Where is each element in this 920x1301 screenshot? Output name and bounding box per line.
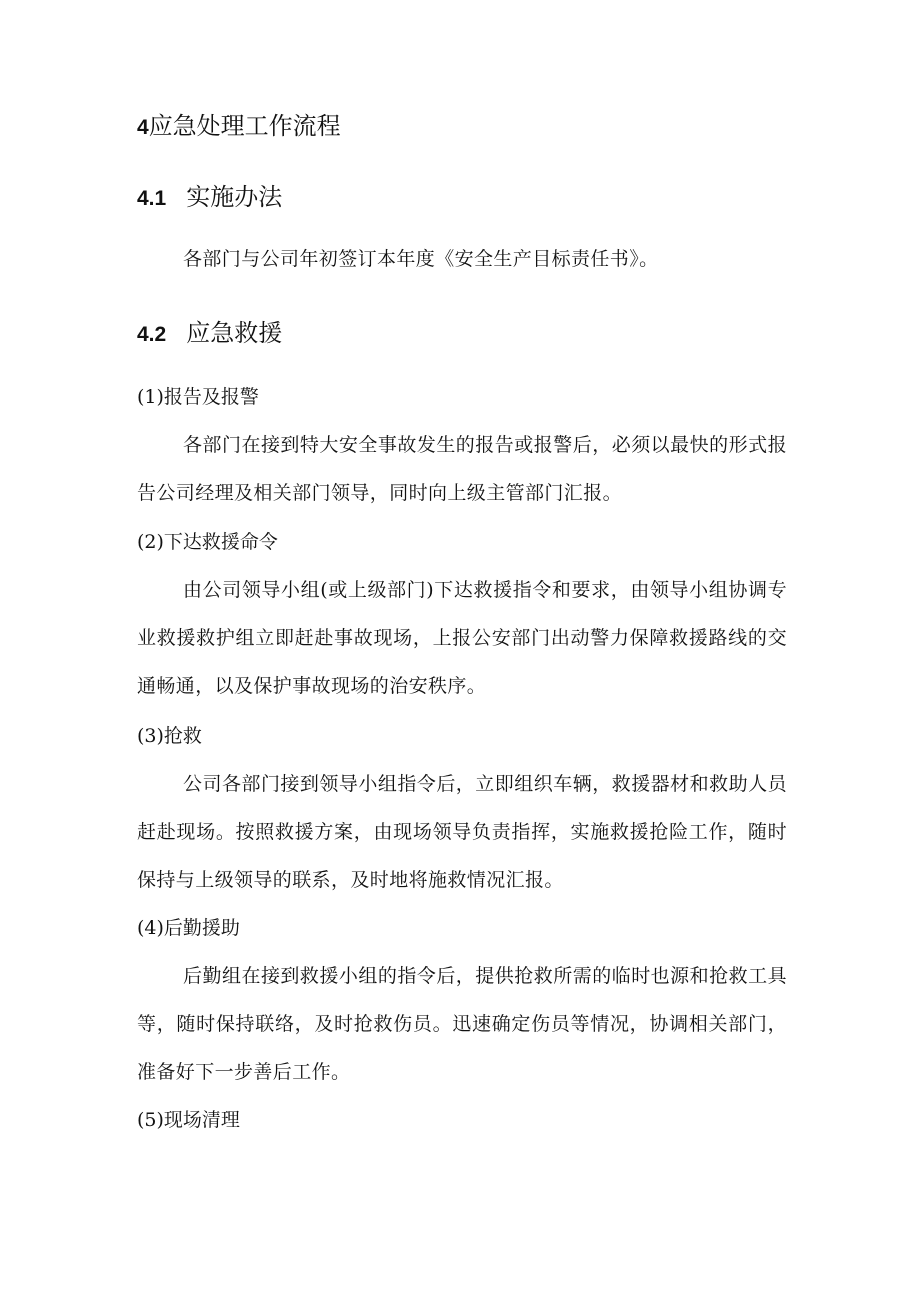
item-2-paragraph: 由公司领导小组(或上级部门)下达救援指令和要求，由领导小组协调专业救援救护组立即赶赴事故现场，上报公安部门出动警力保障救援路线的交通畅通，以及保护事故现场的治安秩序。 [137, 579, 787, 697]
item-4-paragraph: 后勤组在接到救援小组的指令后，提供抢救所需的临时也源和抢救工具等，随时保持联络，及时抢救伤员。迅速确定伤员等情况，协调相关部门，准备好下一步善后工作。 [137, 965, 787, 1083]
section-4-1-heading [137, 180, 282, 216]
section-4-heading [137, 109, 341, 145]
section-number: 4.2 [137, 323, 167, 346]
item-5-heading: (5)现场清理 [137, 1109, 240, 1131]
section-title: 实施办法 [186, 183, 283, 211]
item-3-heading: (3)抢救 [137, 725, 202, 747]
section-title: 应急救援 [186, 319, 283, 347]
item-4-heading: (4)后勤援助 [137, 917, 240, 939]
item-1-heading: (1)报告及报警 [137, 386, 259, 408]
section-title: 应急处理工作流程 [148, 112, 341, 140]
section-number: 4 [137, 116, 149, 139]
section-4-2-heading [137, 316, 282, 352]
section-4-1-paragraph: 各部门与公司年初签订本年度《安全生产目标责任书》。 [183, 248, 659, 270]
item-3-paragraph: 公司各部门接到领导小组指令后，立即组织车辆，救援器材和救助人员赶赴现场。按照救援方案，由现场领导负责指挥，实施救援抢险工作，随时保持与上级领导的联系，及时地将施救情况汇报。 [137, 773, 787, 891]
item-2-heading: (2)下达救援命令 [137, 531, 278, 553]
section-number: 4.1 [137, 187, 167, 210]
item-1-paragraph: 各部门在接到特大安全事故发生的报告或报警后，必须以最快的形式报告公司经理及相关部门领导，同时向上级主管部门汇报。 [137, 434, 787, 504]
